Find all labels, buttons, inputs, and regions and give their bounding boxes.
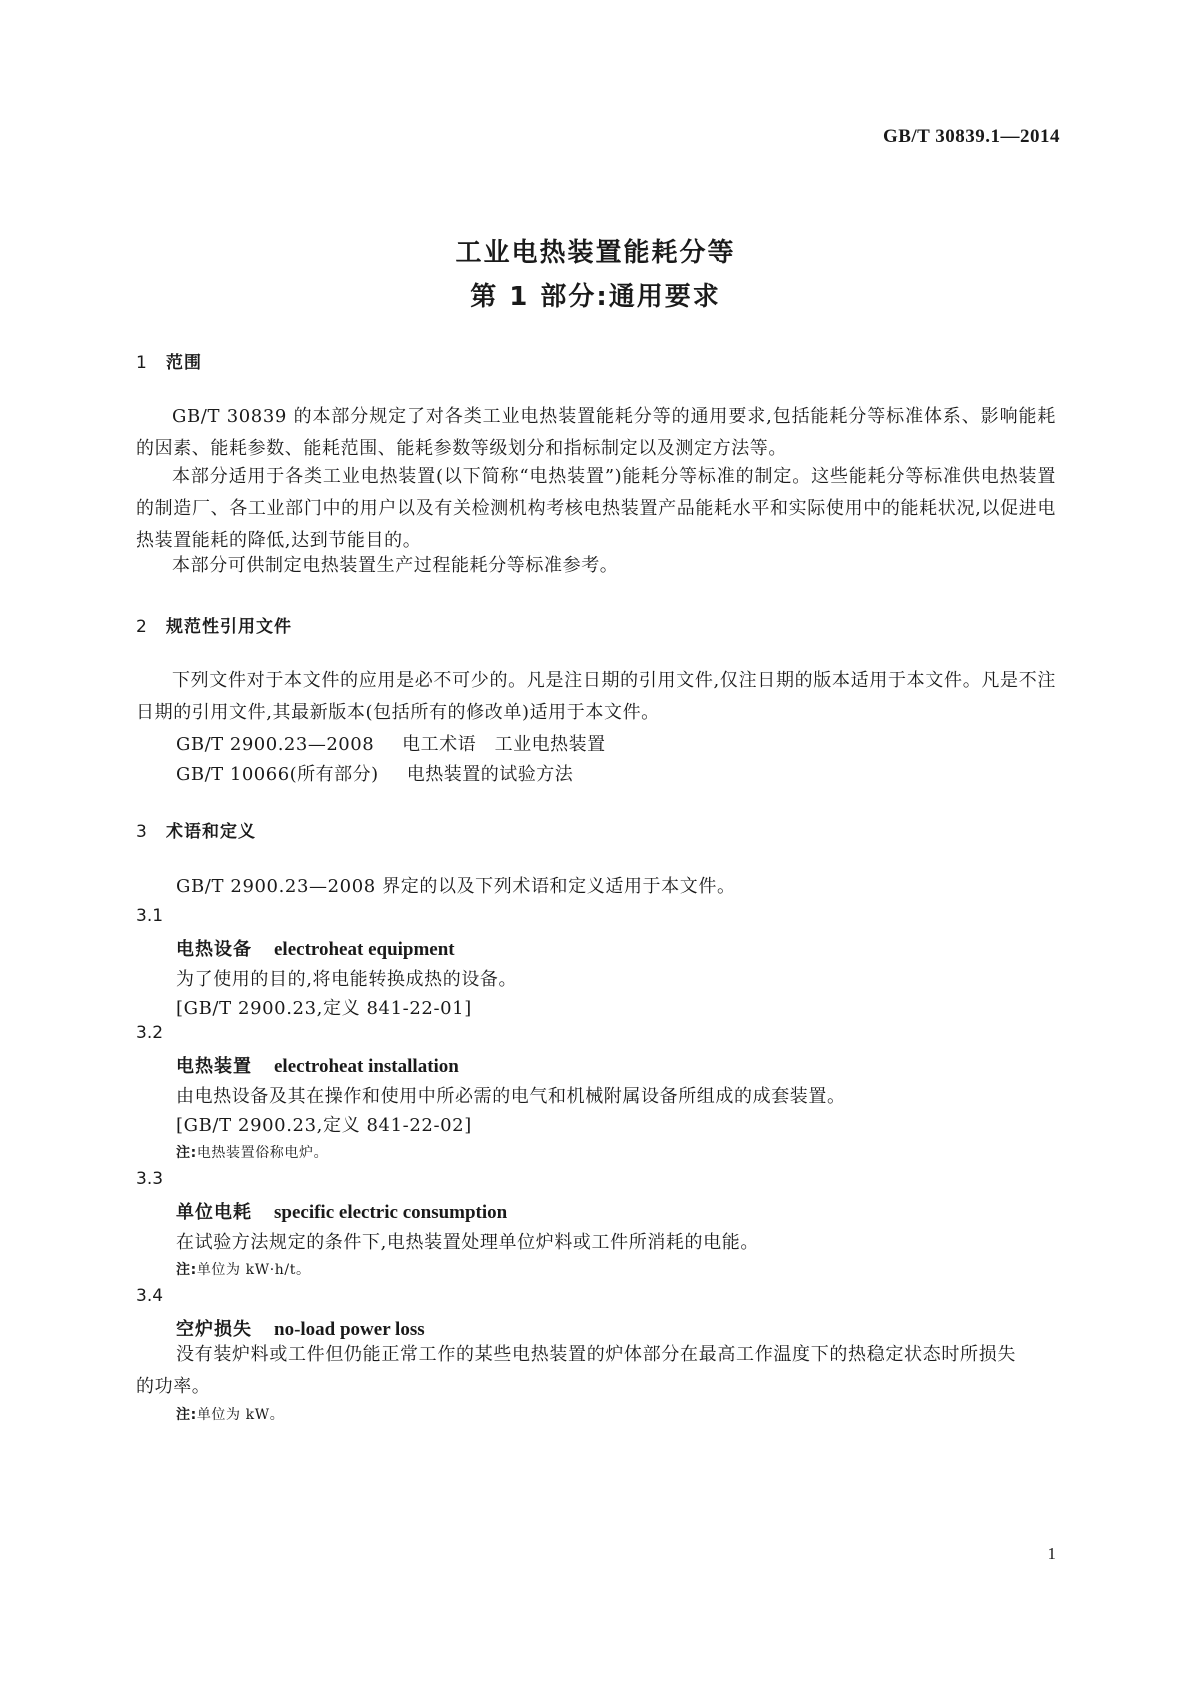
term-english: electroheat equipment: [274, 939, 455, 960]
normative-reference: [176, 730, 606, 756]
term-heading: [176, 1198, 507, 1224]
section-2-heading: [136, 612, 292, 637]
note-label: 注:: [176, 1262, 197, 1278]
document-subtitle: 第 1 部分:通用要求: [470, 282, 721, 312]
section-number: 3: [136, 822, 148, 842]
term-english: electroheat installation: [274, 1056, 459, 1077]
term-note: [176, 1259, 311, 1279]
section-number: 2: [136, 617, 148, 637]
term-definition: 由电热设备及其在操作和使用中所必需的电气和机械附属设备所组成的成套装置。: [176, 1086, 846, 1107]
page-number: 1: [1047, 1544, 1056, 1563]
section-1-heading: [136, 348, 202, 373]
term-heading: [176, 1315, 425, 1341]
term-chinese: 空炉损失: [176, 1319, 252, 1340]
section-2-paragraph-1: 下列文件对于本文件的应用是必不可少的。凡是注日期的引用文件,仅注日期的版本适用于本文件。凡是不注日期的引用文件,其最新版本(包括所有的修改单)适用于本文件。: [136, 670, 1056, 723]
note-text: 单位为 kW·h/t。: [196, 1262, 311, 1278]
term-chinese: 电热设备: [176, 939, 252, 960]
document-title: 工业电热装置能耗分等: [455, 238, 736, 268]
term-number: 3.1: [136, 906, 164, 926]
note-label: 注:: [176, 1407, 197, 1423]
reference-code: GB/T 10066(所有部分): [176, 764, 379, 785]
term-chinese: 电热装置: [176, 1056, 252, 1077]
term-number: 3.2: [136, 1023, 164, 1043]
section-number: 1: [136, 353, 148, 373]
section-1-paragraph-1: GB/T 30839 的本部分规定了对各类工业电热装置能耗分等的通用要求,包括能耗分等标准体系、影响能耗的因素、能耗参数、能耗范围、能耗参数等级划分和指标制定以及测定方法等。: [136, 406, 1056, 459]
term-note: [176, 1142, 328, 1162]
section-3-intro: GB/T 2900.23—2008 界定的以及下列术语和定义适用于本文件。: [176, 876, 736, 897]
term-definition: 在试验方法规定的条件下,电热装置处理单位炉料或工件所消耗的电能。: [176, 1232, 759, 1253]
term-english: no-load power loss: [274, 1319, 425, 1340]
term-chinese: 单位电耗: [176, 1202, 252, 1223]
term-source: [GB/T 2900.23,定义 841-22-01]: [176, 998, 472, 1019]
section-title: 术语和定义: [166, 822, 256, 842]
reference-title: 电热装置的试验方法: [406, 764, 574, 785]
section-3-heading: [136, 817, 256, 842]
section-title: 规范性引用文件: [166, 617, 292, 637]
term-heading: [176, 1052, 459, 1078]
section-1-paragraph-2: 本部分适用于各类工业电热装置(以下简称“电热装置”)能耗分等标准的制定。这些能耗分等标准供电热装置的制造厂、各工业部门中的用户以及有关检测机构考核电热装置产品能耗水平和实际使用中的能耗状况,以促进电热装置能耗的降低,达到节能目的。: [136, 466, 1056, 551]
reference-title: 电工术语 工业电热装置: [402, 734, 606, 755]
note-label: 注:: [176, 1145, 197, 1161]
note-text: 电热装置俗称电炉。: [196, 1145, 329, 1161]
standard-code: GB/T 30839.1—2014: [882, 126, 1060, 147]
term-number: 3.3: [136, 1169, 164, 1189]
term-definition: 为了使用的目的,将电能转换成热的设备。: [176, 969, 518, 990]
section-title: 范围: [166, 353, 202, 373]
term-english: specific electric consumption: [274, 1202, 508, 1223]
section-1-paragraph-3: 本部分可供制定电热装置生产过程能耗分等标准参考。: [172, 555, 619, 576]
normative-reference: [176, 760, 573, 786]
term-definition: 没有装炉料或工件但仍能正常工作的某些电热装置的炉体部分在最高工作温度下的热稳定状态时所损失的功率。: [136, 1344, 1016, 1397]
term-note: [176, 1404, 284, 1424]
note-text: 单位为 kW。: [196, 1407, 285, 1423]
term-heading: [176, 935, 455, 961]
reference-code: GB/T 2900.23—2008: [176, 734, 375, 755]
term-number: 3.4: [136, 1286, 164, 1306]
term-source: [GB/T 2900.23,定义 841-22-02]: [176, 1115, 472, 1136]
